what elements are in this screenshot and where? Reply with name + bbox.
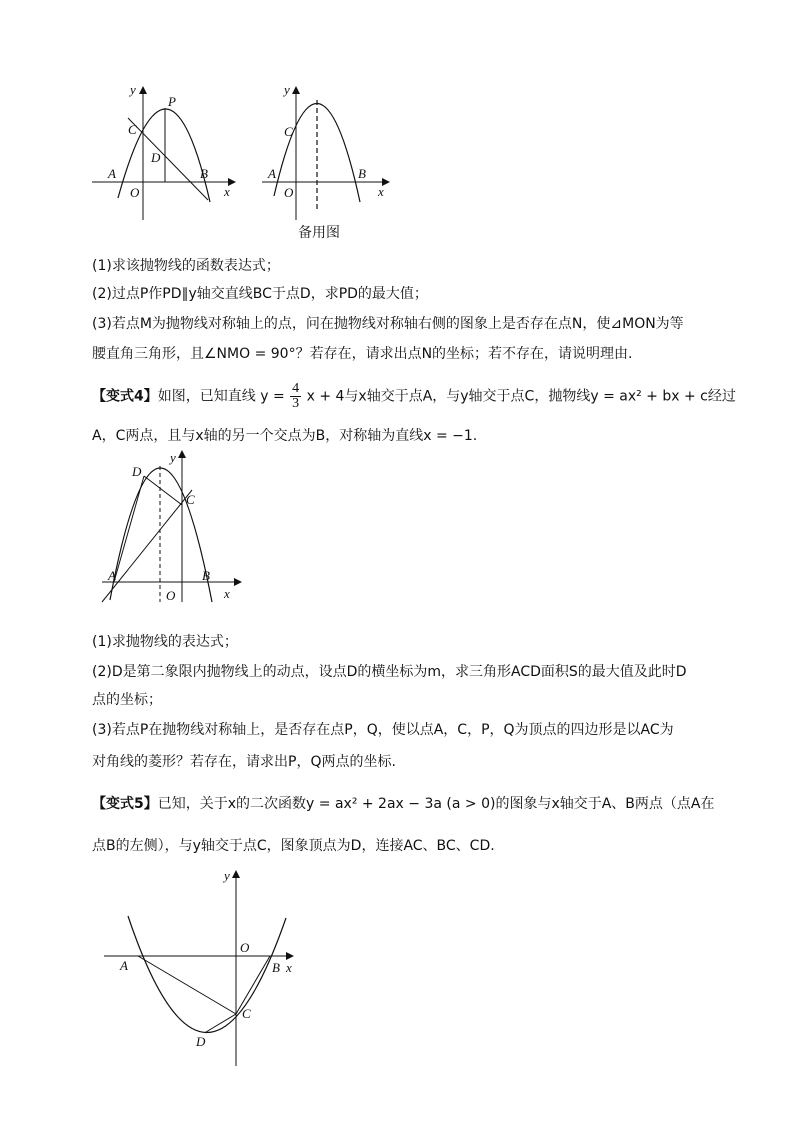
label-B: B <box>200 166 208 181</box>
question-3-line1: (3)若点M为抛物线对称轴上的点，问在抛物线对称轴右侧的图象上是否存在点N，使⊿MON为等 <box>92 316 684 332</box>
label-A: A <box>108 166 116 181</box>
label-O: O <box>240 940 250 955</box>
figure-variant4 <box>92 450 252 610</box>
variant4-line2: A，C两点，且与x轴的另一个交点为B，对称轴为直线x = −1. <box>92 428 478 444</box>
label-P: P <box>168 94 176 109</box>
label-O: O <box>284 185 294 200</box>
variant5-line2: 点B的左侧），与y轴交于点C，图象顶点为D，连接AC、BC、CD. <box>92 838 495 854</box>
figure-spare <box>258 80 398 220</box>
label-B: B <box>358 166 366 181</box>
variant5-line1 <box>92 794 714 814</box>
label-C: C <box>284 124 293 139</box>
variant4-intro <box>92 382 736 411</box>
question-1: (1)求该抛物线的函数表达式； <box>92 258 280 274</box>
label-A: A <box>120 958 128 973</box>
figure-parabola-pd <box>88 80 248 220</box>
variant4-eq-rhs: x + 4 <box>306 388 345 405</box>
label-y: y <box>130 82 136 97</box>
label-B: B <box>202 568 210 583</box>
label-D: D <box>132 464 142 479</box>
figure-caption: 备用图 <box>298 225 340 241</box>
label-x: x <box>286 960 292 975</box>
label-O: O <box>130 185 140 200</box>
variant4-question-2-line2: 点的坐标； <box>92 692 162 708</box>
fraction <box>290 382 301 411</box>
question-3-line2: 腰直角三角形，且∠NMO = 90°？若存在，请求出点N的坐标；若不存在，请说明理由. <box>92 346 633 362</box>
label-C: C <box>242 1006 251 1021</box>
variant4-tag: 【变式4】 <box>92 388 158 405</box>
variant5-tag: 【变式5】 <box>92 796 158 812</box>
variant5-text-line1: 已知，关于x的二次函数y = ax² + 2ax − 3a (a > 0)的图象与x轴交于A、B两点（点A在 <box>157 796 715 812</box>
label-C: C <box>186 492 195 507</box>
question-2: (2)过点P作PD∥y轴交直线BC于点D，求PD的最大值； <box>92 286 428 302</box>
label-x: x <box>224 586 230 601</box>
variant4-question-1: (1)求抛物线的表达式； <box>92 634 238 650</box>
label-x: x <box>378 184 384 199</box>
variant4-question-2-line1: (2)D是第二象限内抛物线上的动点，设点D的横坐标为m，求三角形ACD面积S的最大值及此时D <box>92 664 687 680</box>
label-D: D <box>196 1034 206 1049</box>
label-A: A <box>108 568 116 583</box>
variant4-question-3-line2: 对角线的菱形？若存在，请求出P，Q两点的坐标. <box>92 754 396 770</box>
label-B: B <box>272 960 280 975</box>
label-C: C <box>128 122 137 137</box>
label-y: y <box>170 450 176 465</box>
label-O: O <box>166 588 176 603</box>
variant4-question-3-line1: (3)若点P在抛物线对称轴上，是否存在点P，Q，使以点A，C，P，Q为顶点的四边形是以AC为 <box>92 722 674 738</box>
fraction-denominator: 3 <box>292 396 300 411</box>
label-A: A <box>268 166 276 181</box>
variant4-intro-b: 与x轴交于点A，与y轴交于点C，抛物线y = ax² + bx + c经过 <box>344 388 736 405</box>
variant4-intro-a: 如图，已知直线 <box>157 388 256 405</box>
variant4-eq-lhs: y = <box>260 388 285 405</box>
label-y: y <box>224 868 230 883</box>
label-D: D <box>151 150 161 165</box>
figure-variant5 <box>100 868 310 1068</box>
label-x: x <box>224 184 230 199</box>
label-y: y <box>284 82 290 97</box>
fraction-numerator: 4 <box>292 381 300 396</box>
